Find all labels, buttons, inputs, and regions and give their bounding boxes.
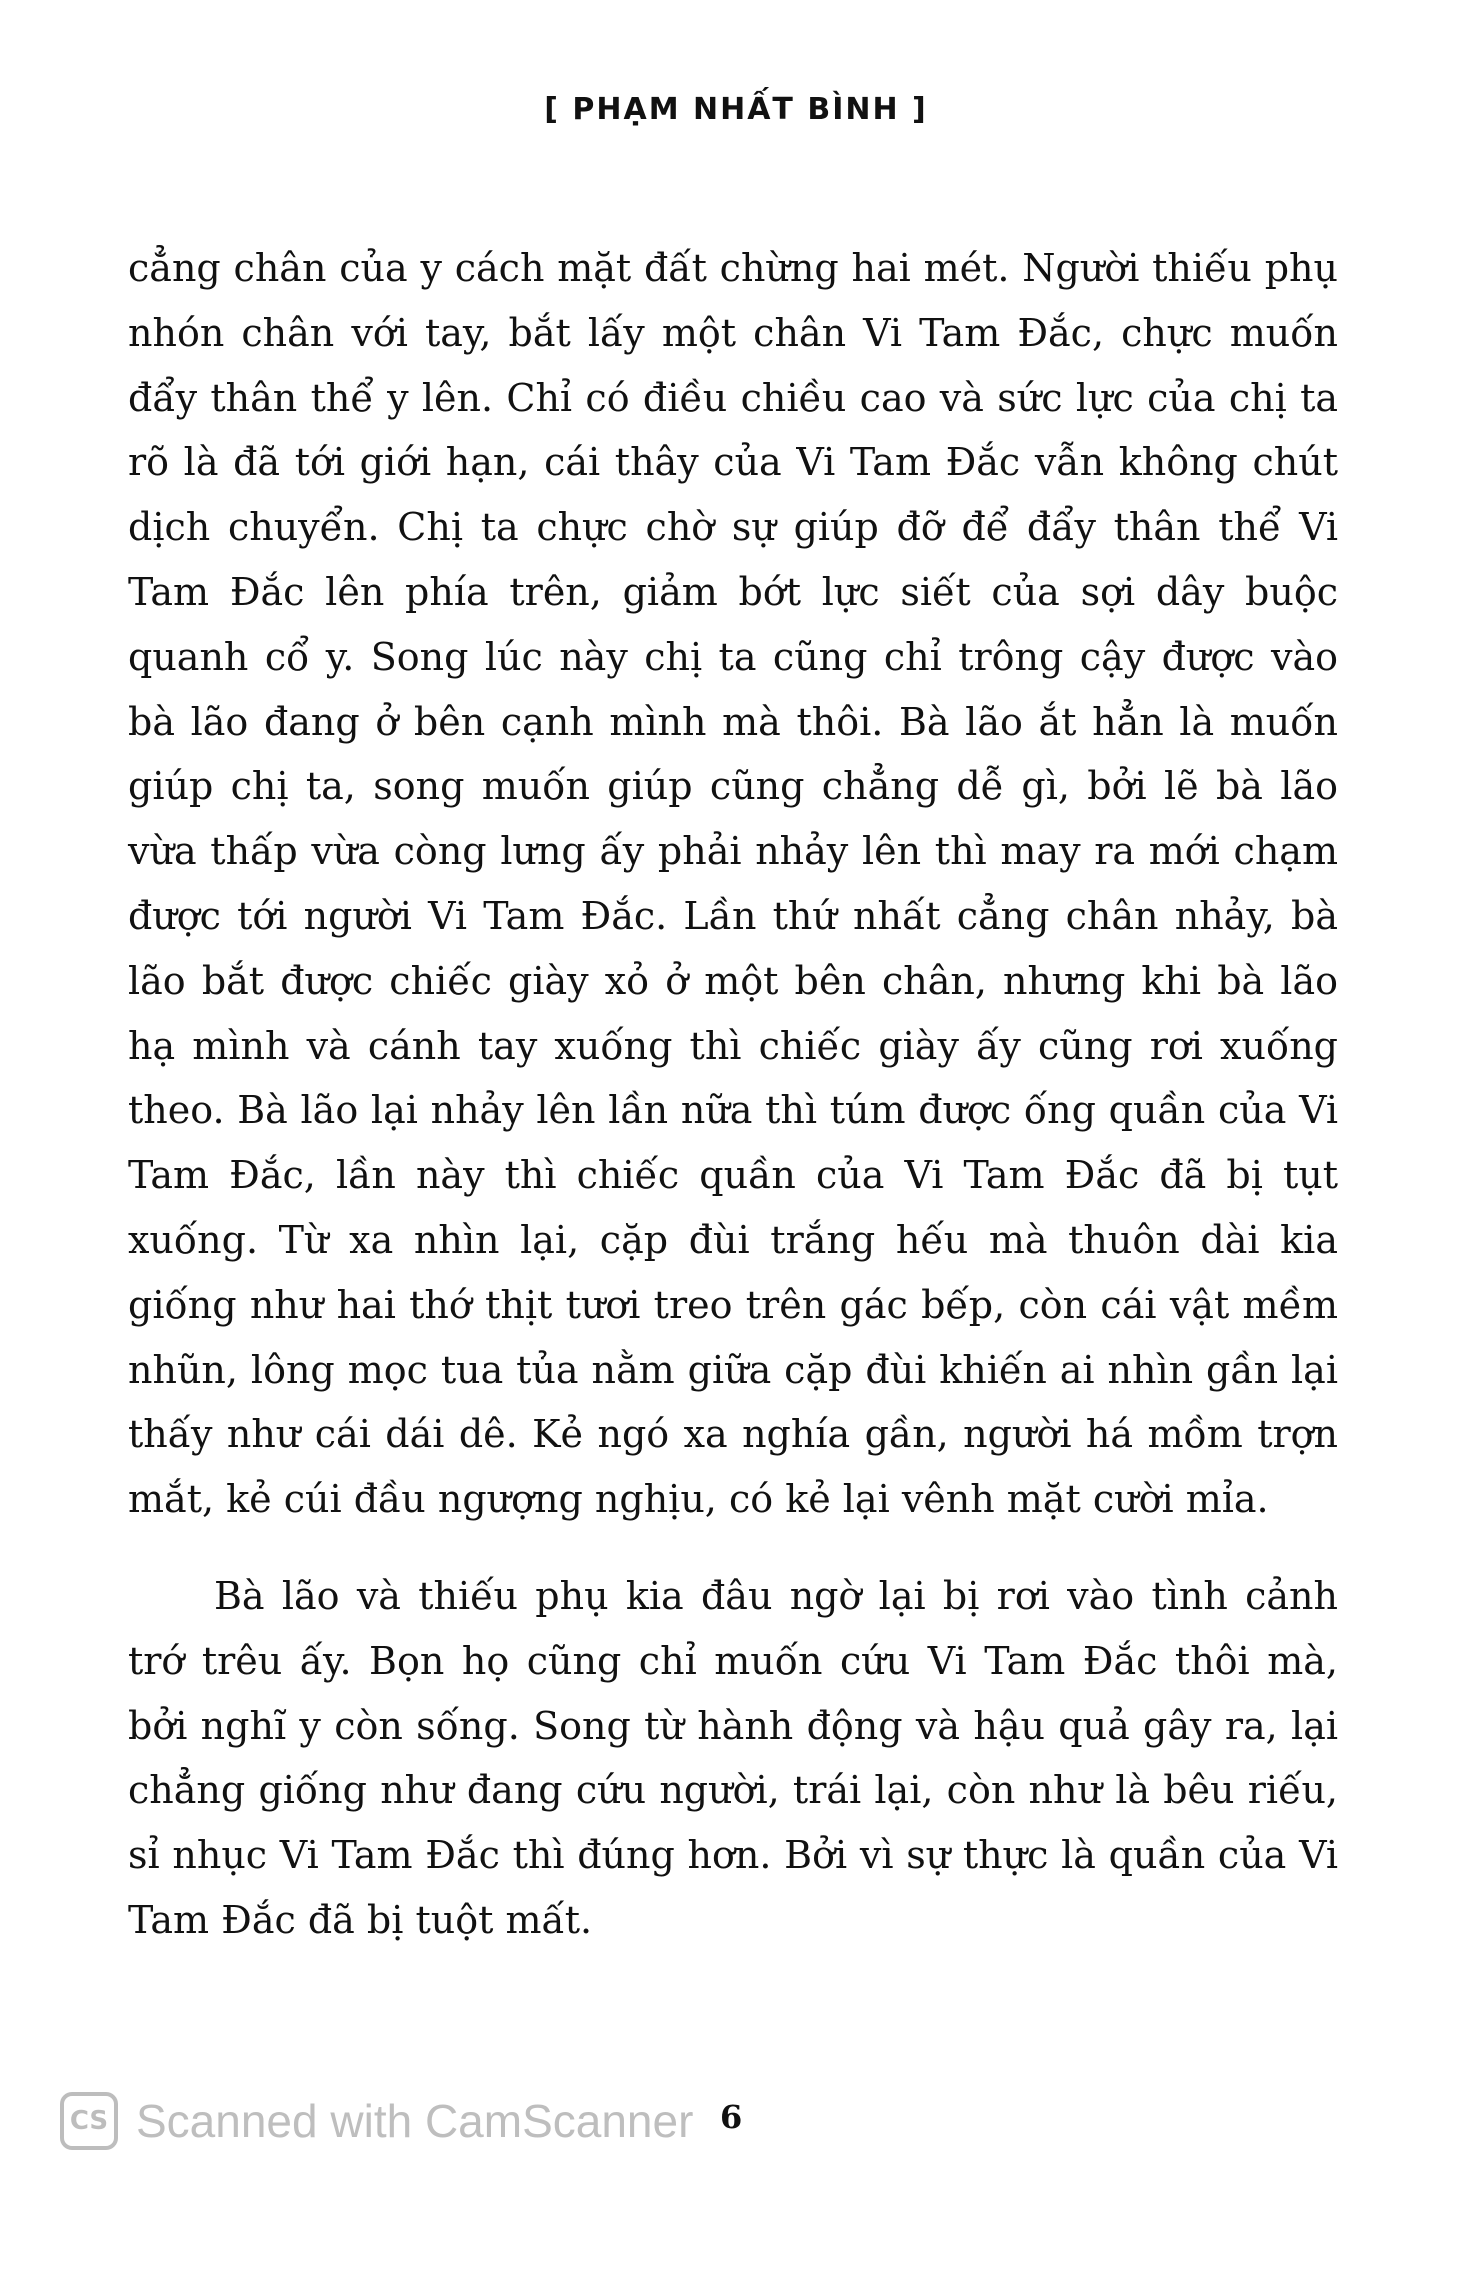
paragraph-2: Bà lão và thiếu phụ kia đâu ngờ lại bị rơi vào tình cảnh trớ trêu ấy. Bọn họ cũng chỉ muốn cứu Vi Tam Đắc thôi mà, bởi nghĩ y còn sống. Song từ hành động và hậu quả gây ra, lại chẳng giống như đang cứu người, trái lại, còn như là bêu riếu, sỉ nhục Vi Tam Đắc thì đúng hơn. Bởi vì sự thực là quần của Vi Tam Đắc đã bị tuột mất. (128, 1573, 1338, 1942)
camscanner-logo-icon: CS (60, 2092, 118, 2150)
page-number: 6 (720, 2098, 743, 2136)
camscanner-watermark (60, 2092, 693, 2150)
running-header: [ PHẠM NHẤT BÌNH ] (544, 92, 928, 127)
page-body (128, 236, 1338, 1953)
watermark-text: Scanned with CamScanner (136, 2095, 694, 2147)
paragraph-1: cẳng chân của y cách mặt đất chừng hai mét. Người thiếu phụ nhón chân với tay, bắt lấy một chân Vi Tam Đắc, chực muốn đẩy thân thể y lên. Chỉ có điều chiều cao và sức lực của chị ta rõ là đã tới giới hạn, cái thây của Vi Tam Đắc vẫn không chút dịch chuyển. Chị ta chực chờ sự giúp đỡ để đẩy thân thể Vi Tam Đắc lên phía trên, giảm bớt lực siết của sợi dây buộc quanh cổ y. Song lúc này chị ta cũng chỉ trông cậy được vào bà lão đang ở bên cạnh mình mà thôi. Bà lão ắt hẳn là muốn giúp chị ta, song muốn giúp cũng chẳng dễ gì, bởi lẽ bà lão vừa thấp vừa còng lưng ấy phải nhảy lên thì may ra mới chạm được tới người Vi Tam Đắc. Lần thứ nhất cẳng chân nhảy, bà lão bắt được chiếc giày xỏ ở một bên chân, nhưng khi bà lão hạ mình và cánh tay xuống thì chiếc giày ấy cũng rơi xuống theo. Bà lão lại nhảy lên lần nữa thì túm được ống quần của Vi Tam Đắc, lần này thì chiếc quần của Vi Tam Đắc đã bị tụt xuống. Từ xa nhìn lại, cặp đùi trắng hếu mà thuôn dài kia giống như hai thớ thịt tươi treo trên gác bếp, còn cái vật mềm nhũn, lông mọc tua tủa nằm giữa cặp đùi khiến ai nhìn gần lại thấy như cái dái dê. Kẻ ngó xa nghía gần, người há mồm trợn mắt, kẻ cúi đầu ngượng nghịu, có kẻ lại vênh mặt cười mỉa. (128, 246, 1338, 1522)
